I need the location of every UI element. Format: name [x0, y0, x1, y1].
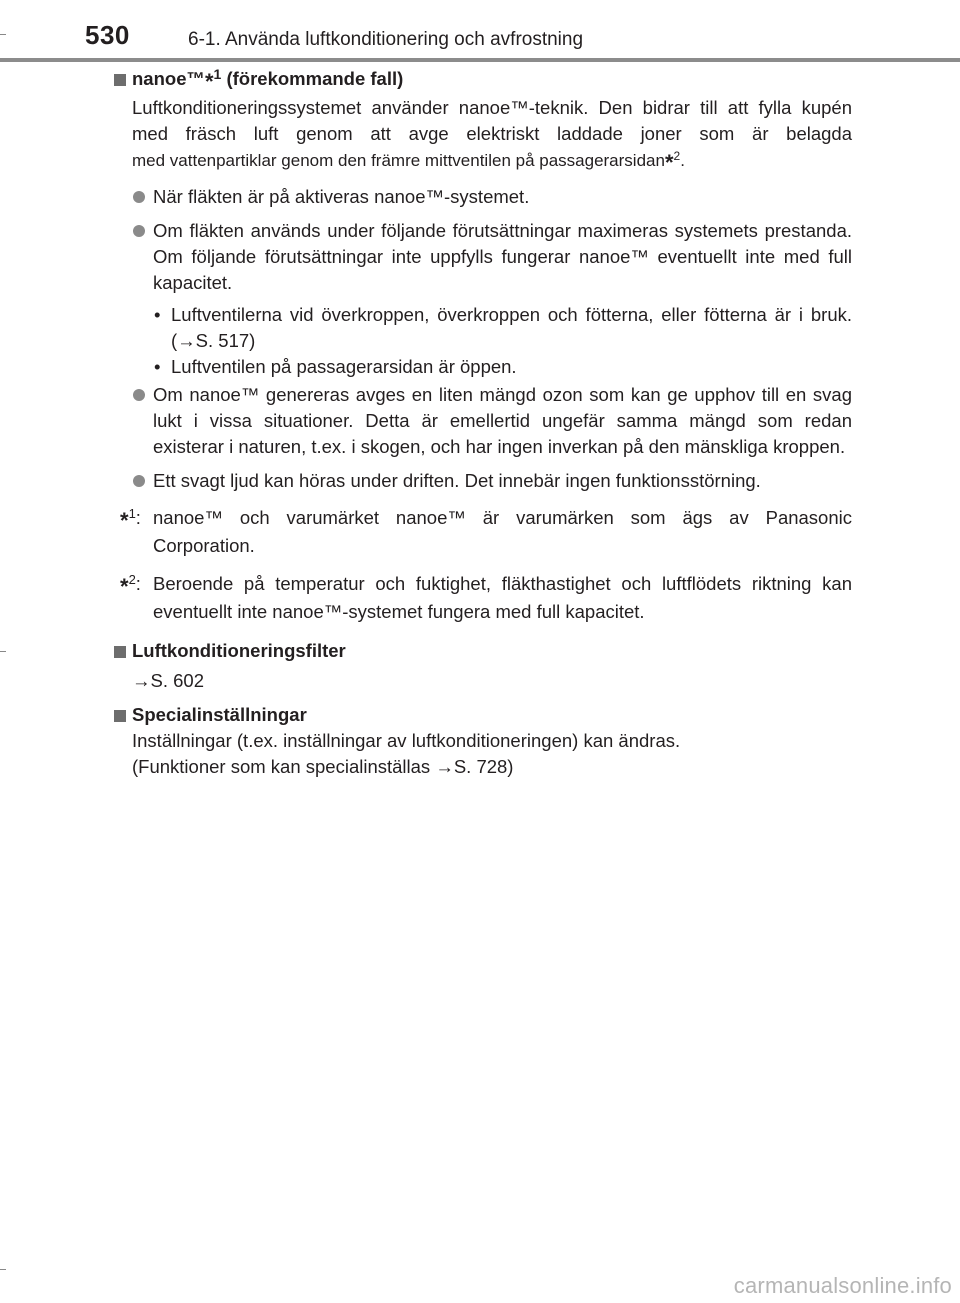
page-number: 530 [85, 20, 130, 50]
crop-mark [0, 1269, 6, 1270]
page-header [0, 0, 960, 62]
footnote: *$^2$: Beroende på temperatur och fuktighet, fläkthastighet och luftflödets riktning kan eventuellt inte nanoe™-systemet fungera med full kapacitet. [120, 572, 852, 622]
footnote: *$^1$: nanoe™ och varumärket nanoe™ är varumärken som ägs av Panasonic Corporation. [120, 506, 852, 556]
round-bullet-icon [133, 191, 145, 203]
list-item: När fläkten är på aktiveras nanoe™-systemet. [112, 184, 852, 210]
sub-list-item: • Luftventilerna vid överkroppen, överkroppen och fötterna, eller fötterna är i bruk. (→S. 517) [154, 304, 852, 351]
nanoe-intro: Luftkonditioneringssystemet använder nanoe™-teknik. Den bidrar till att fylla kupén med fräsch luft genom att avge elektriskt laddade joner som är belagda med vattenpartiklar genom den främre mittventilen på passagerarsidan*$^2$. [132, 97, 852, 175]
list-item: Om fläkten används under följande förutsättningar maximeras systemets prestanda. Om följande förutsättningar inte uppfylls fungerar nanoe™ eventuellt inte med full kapacitet. [112, 218, 852, 296]
watermark: carmanualsonline.info [733, 1273, 952, 1298]
square-bullet-icon [114, 710, 126, 722]
sub-list-item: • Luftventilen på passagerarsidan är öppen. [154, 356, 517, 377]
filter-heading: Luftkonditioneringsfilter [112, 638, 852, 664]
square-bullet-icon [114, 74, 126, 86]
crop-mark [0, 34, 6, 35]
special-heading: Specialinställningar [112, 702, 852, 728]
section-title: 6-1. Använda luftkonditionering och avfrostning [188, 29, 584, 50]
special-text: Inställningar (t.ex. inställningar av luftkonditioneringen) kan ändras. (Funktioner som kan specialinställas →S. 728) [132, 730, 681, 777]
list-item: Ett svagt ljud kan höras under driften. Det innebär ingen funktionsstörning. [112, 468, 852, 494]
filter-page-reference: →S. 602 [132, 670, 204, 691]
square-bullet-icon [114, 646, 126, 658]
header-rule [0, 58, 960, 62]
round-bullet-icon [133, 475, 145, 487]
crop-mark [0, 651, 6, 652]
nanoe-heading: nanoe™*$^1$ (förekommande fall) [112, 66, 852, 95]
page-content [112, 66, 852, 780]
sub-list [112, 302, 852, 380]
round-bullet-icon [133, 225, 145, 237]
round-bullet-icon [133, 389, 145, 401]
list-item: Om nanoe™ genereras avges en liten mängd ozon som kan ge upphov till en svag lukt i vissa situationer. Detta är emellertid ungefär samma mängd som redan existerar i naturen, t.ex. i skogen, och har ingen inverkan på den mänskliga kroppen. [112, 382, 852, 460]
